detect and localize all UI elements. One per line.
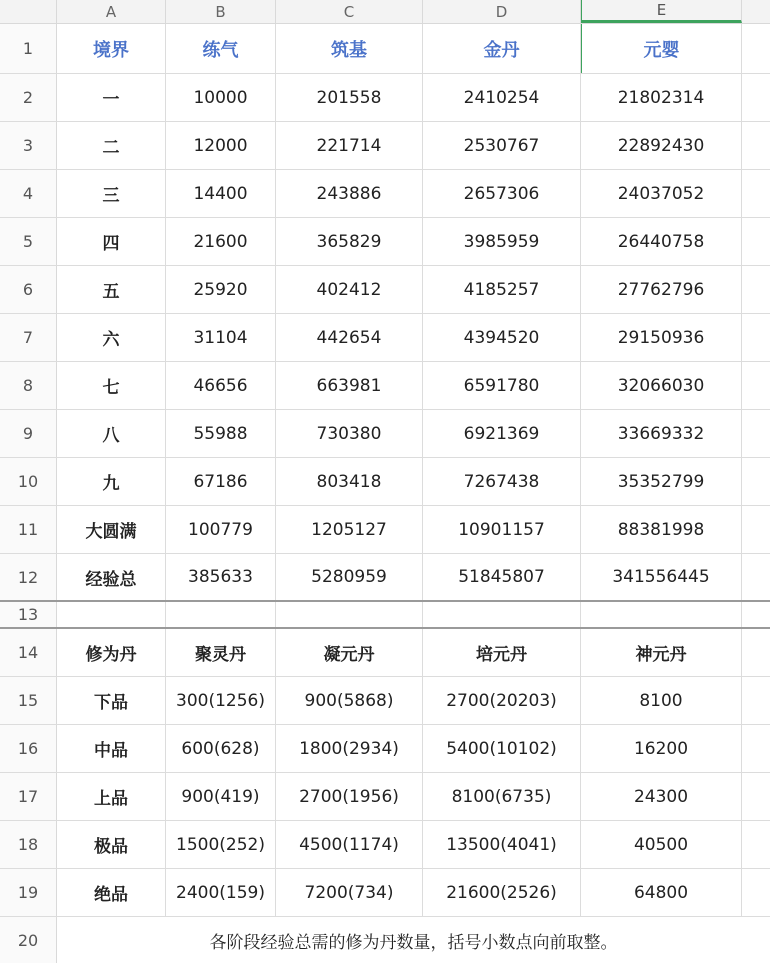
table-row <box>0 602 770 629</box>
cell[interactable]: 40500 <box>581 821 742 868</box>
cell[interactable]: 13500(4041) <box>423 821 581 868</box>
cell-header[interactable]: 练气 <box>166 24 276 73</box>
cell[interactable]: 51845807 <box>423 554 581 600</box>
cell-header[interactable]: 聚灵丹 <box>166 629 276 676</box>
cell[interactable]: 7267438 <box>423 458 581 505</box>
cell[interactable]: 4185257 <box>423 266 581 313</box>
cell[interactable]: 经验总 <box>57 554 166 600</box>
cell[interactable]: 27762796 <box>581 266 742 313</box>
cell[interactable]: 八 <box>57 410 166 457</box>
cell[interactable]: 五 <box>57 266 166 313</box>
column-header-c[interactable]: C <box>276 0 423 23</box>
cell-header[interactable]: 元婴 <box>581 24 742 73</box>
cell[interactable] <box>423 602 581 627</box>
cell[interactable]: 55988 <box>166 410 276 457</box>
cell[interactable]: 九 <box>57 458 166 505</box>
cell[interactable]: 100779 <box>166 506 276 553</box>
table-row <box>0 74 770 122</box>
cell-header[interactable]: 神元丹 <box>581 629 742 676</box>
cell[interactable]: 341556445 <box>581 554 742 600</box>
cell[interactable]: 2657306 <box>423 170 581 217</box>
table-row <box>0 314 770 362</box>
cell[interactable]: 8100 <box>581 677 742 724</box>
column-header-d[interactable]: D <box>423 0 581 23</box>
cell[interactable]: 6591780 <box>423 362 581 409</box>
row-header[interactable]: 7 <box>0 314 57 361</box>
cell[interactable] <box>581 602 742 627</box>
cell[interactable]: 600(628) <box>166 725 276 772</box>
cell[interactable]: 二 <box>57 122 166 169</box>
row-header[interactable]: 10 <box>0 458 57 505</box>
cell[interactable]: 365829 <box>276 218 423 265</box>
cell[interactable]: 2700(20203) <box>423 677 581 724</box>
cell-header[interactable]: 修为丹 <box>57 629 166 676</box>
column-header-b[interactable]: B <box>166 0 276 23</box>
cell[interactable]: 六 <box>57 314 166 361</box>
cell[interactable]: 七 <box>57 362 166 409</box>
cell[interactable]: 88381998 <box>581 506 742 553</box>
cell[interactable]: 12000 <box>166 122 276 169</box>
cell[interactable]: 5280959 <box>276 554 423 600</box>
row-header[interactable]: 20 <box>0 917 57 963</box>
cell[interactable]: 31104 <box>166 314 276 361</box>
cell[interactable]: 10000 <box>166 74 276 121</box>
cell[interactable]: 24300 <box>581 773 742 820</box>
cell[interactable]: 300(1256) <box>166 677 276 724</box>
cell[interactable]: 442654 <box>276 314 423 361</box>
row-header[interactable]: 9 <box>0 410 57 457</box>
cell[interactable]: 221714 <box>276 122 423 169</box>
cell[interactable]: 64800 <box>581 869 742 916</box>
column-header-bar <box>0 0 770 24</box>
row-header[interactable]: 4 <box>0 170 57 217</box>
cell-header[interactable]: 金丹 <box>423 24 581 73</box>
row-header[interactable]: 13 <box>0 602 57 627</box>
cell[interactable] <box>276 602 423 627</box>
cell[interactable]: 67186 <box>166 458 276 505</box>
cell[interactable]: 900(419) <box>166 773 276 820</box>
cell[interactable]: 14400 <box>166 170 276 217</box>
cell[interactable]: 7200(734) <box>276 869 423 916</box>
cell[interactable]: 25920 <box>166 266 276 313</box>
cell[interactable]: 1205127 <box>276 506 423 553</box>
cell[interactable]: 22892430 <box>581 122 742 169</box>
table-row <box>0 869 770 917</box>
cell[interactable]: 三 <box>57 170 166 217</box>
table-row <box>0 677 770 725</box>
cell[interactable]: 663981 <box>276 362 423 409</box>
cell[interactable]: 1800(2934) <box>276 725 423 772</box>
row-header[interactable]: 16 <box>0 725 57 772</box>
cell[interactable]: 上品 <box>57 773 166 820</box>
cell[interactable]: 803418 <box>276 458 423 505</box>
row-header[interactable]: 8 <box>0 362 57 409</box>
table-row <box>0 170 770 218</box>
cell-header[interactable]: 凝元丹 <box>276 629 423 676</box>
cell[interactable]: 3985959 <box>423 218 581 265</box>
cell[interactable]: 46656 <box>166 362 276 409</box>
row-header[interactable]: 17 <box>0 773 57 820</box>
cell[interactable]: 730380 <box>276 410 423 457</box>
cell[interactable]: 5400(10102) <box>423 725 581 772</box>
row-header[interactable]: 19 <box>0 869 57 916</box>
table-row <box>0 410 770 458</box>
column-header-a[interactable]: A <box>57 0 166 23</box>
table-row <box>0 554 770 602</box>
column-header-e[interactable]: E <box>581 0 742 23</box>
cell[interactable]: 下品 <box>57 677 166 724</box>
cell[interactable]: 8100(6735) <box>423 773 581 820</box>
cell[interactable]: 21600 <box>166 218 276 265</box>
table-row <box>0 122 770 170</box>
merged-note-cell[interactable]: 各阶段经验总需的修为丹数量，括号小数点向前取整。 <box>209 932 618 953</box>
row-header[interactable]: 3 <box>0 122 57 169</box>
cell[interactable]: 16200 <box>581 725 742 772</box>
cell[interactable]: 中品 <box>57 725 166 772</box>
select-all-corner[interactable] <box>0 0 57 23</box>
cell[interactable]: 2410254 <box>423 74 581 121</box>
cell[interactable]: 四 <box>57 218 166 265</box>
table-row <box>0 629 770 677</box>
cell[interactable]: 29150936 <box>581 314 742 361</box>
table-row <box>0 218 770 266</box>
cell[interactable]: 大圆满 <box>57 506 166 553</box>
cell[interactable]: 6921369 <box>423 410 581 457</box>
cell[interactable]: 33669332 <box>581 410 742 457</box>
table-row <box>0 773 770 821</box>
row-header[interactable]: 2 <box>0 74 57 121</box>
table-row <box>0 24 770 74</box>
row-header[interactable]: 6 <box>0 266 57 313</box>
table-row <box>0 821 770 869</box>
row-header[interactable]: 12 <box>0 554 57 600</box>
cell[interactable]: 极品 <box>57 821 166 868</box>
cell[interactable]: 2530767 <box>423 122 581 169</box>
cell[interactable]: 900(5868) <box>276 677 423 724</box>
table-row <box>0 362 770 410</box>
cell[interactable]: 243886 <box>276 170 423 217</box>
row-header[interactable]: 11 <box>0 506 57 553</box>
cell[interactable]: 4500(1174) <box>276 821 423 868</box>
cell[interactable]: 21802314 <box>581 74 742 121</box>
row-header[interactable]: 18 <box>0 821 57 868</box>
cell[interactable]: 201558 <box>276 74 423 121</box>
cell[interactable]: 1500(252) <box>166 821 276 868</box>
cell[interactable]: 402412 <box>276 266 423 313</box>
cell-header[interactable]: 筑基 <box>276 24 423 73</box>
cell[interactable]: 一 <box>57 74 166 121</box>
table-row <box>0 917 770 963</box>
cell-header[interactable]: 培元丹 <box>423 629 581 676</box>
row-header[interactable]: 15 <box>0 677 57 724</box>
cell[interactable]: 21600(2526) <box>423 869 581 916</box>
table-row <box>0 725 770 773</box>
table-row <box>0 506 770 554</box>
row-header[interactable]: 5 <box>0 218 57 265</box>
cell[interactable]: 2700(1956) <box>276 773 423 820</box>
cell[interactable]: 35352799 <box>581 458 742 505</box>
cell[interactable] <box>57 602 166 627</box>
cell[interactable]: 32066030 <box>581 362 742 409</box>
cell[interactable]: 10901157 <box>423 506 581 553</box>
cell[interactable]: 2400(159) <box>166 869 276 916</box>
cell-header[interactable]: 境界 <box>57 24 166 73</box>
cell[interactable] <box>166 602 276 627</box>
row-header[interactable]: 14 <box>0 629 57 676</box>
cell[interactable]: 4394520 <box>423 314 581 361</box>
cell[interactable]: 24037052 <box>581 170 742 217</box>
table-row <box>0 266 770 314</box>
table-row <box>0 458 770 506</box>
cell[interactable]: 26440758 <box>581 218 742 265</box>
row-header[interactable]: 1 <box>0 24 57 73</box>
cell[interactable]: 385633 <box>166 554 276 600</box>
cell[interactable]: 绝品 <box>57 869 166 916</box>
